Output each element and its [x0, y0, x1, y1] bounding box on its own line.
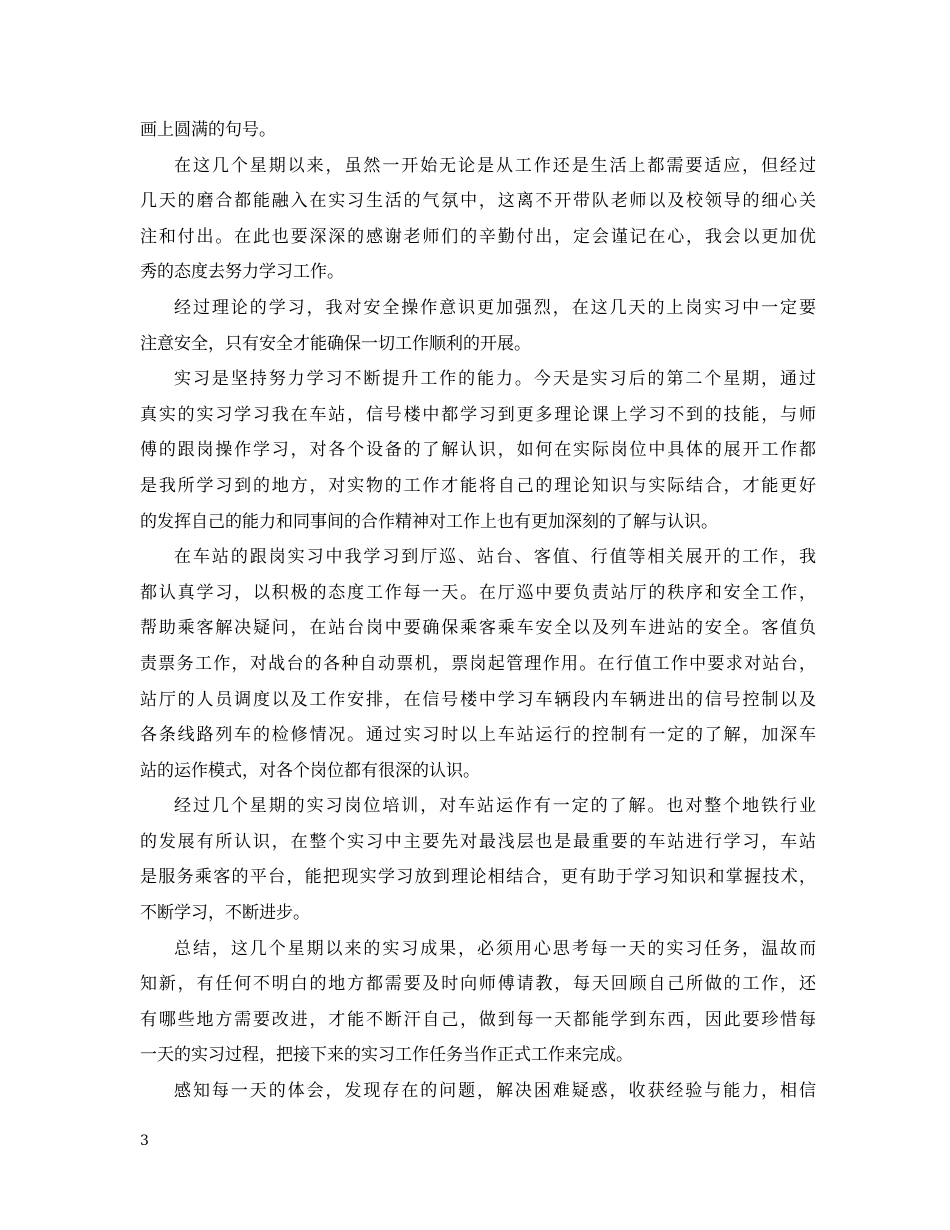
text-line: 秀的态度去努力学习工作。	[140, 262, 344, 283]
text-line: 傅的跟岗操作学习，对各个设备的了解认识，如何在实际岗位中具体的展开工作都	[140, 440, 816, 461]
text-line: 站的运作模式，对各个岗位都有很深的认识。	[140, 760, 480, 781]
text-line: 帮助乘客解决疑问，在站台岗中要确保乘客乘车安全以及列车进站的安全。客值负	[140, 618, 816, 639]
text-line: 真实的实习学习我在车站，信号楼中都学习到更多理论课上学习不到的技能，与师	[140, 404, 816, 425]
text-line: 不断学习，不断进步。	[140, 903, 310, 924]
text-line: 经过几个星期的实习岗位培训，对车站运作有一定的了解。也对整个地铁行业	[174, 796, 816, 817]
text-line: 有哪些地方需要改进，才能不断汗自己，做到每一天都能学到东西，因此要珍惜每	[140, 1009, 816, 1030]
text-line: 实习是坚持努力学习不断提升工作的能力。今天是实习后的第二个星期，通过	[174, 369, 816, 390]
text-line: 的发展有所认识，在整个实习中主要先对最浅层也是最重要的车站进行学习，车站	[140, 831, 816, 852]
text-line: 的发挥自己的能力和同事间的合作精神对工作上也有更加深刻的了解与认识。	[140, 511, 718, 532]
body-text	[140, 113, 816, 1110]
text-line: 注意安全，只有安全才能确保一切工作顺利的开展。	[140, 333, 531, 354]
text-line: 画上圆满的句号。	[140, 120, 276, 140]
text-line: 在车站的跟岗实习中我学习到厅巡、站台、客值、行值等相关展开的工作，我	[174, 547, 816, 568]
text-line: 总结，这几个星期以来的实习成果，必须用心思考每一天的实习任务，温故而	[174, 938, 816, 959]
text-line: 知新，有任何不明白的地方都需要及时向师傅请教，每天回顾自己所做的工作，还	[140, 974, 816, 995]
text-line: 注和付出。在此也要深深的感谢老师们的辛勤付出，定会谨记在心，我会以更加优	[140, 226, 816, 247]
text-line: 都认真学习，以积极的态度工作每一天。在厅巡中要负责站厅的秩序和安全工作，	[140, 582, 816, 603]
text-line: 责票务工作，对战台的各种自动票机，票岗起管理作用。在行值工作中要求对站台，	[140, 653, 816, 674]
text-line: 站厅的人员调度以及工作安排，在信号楼中学习车辆段内车辆进出的信号控制以及	[140, 689, 816, 710]
text-line: 经过理论的学习，我对安全操作意识更加强烈，在这几天的上岗实习中一定要	[174, 297, 816, 318]
page-number: 3	[140, 1133, 149, 1149]
text-line: 在这几个星期以来，虽然一开始无论是从工作还是生活上都需要适应，但经过	[174, 155, 816, 176]
text-line: 是我所学习到的地方，对实物的工作才能将自己的理论知识与实际结合，才能更好	[140, 475, 816, 496]
text-line: 感知每一天的体会，发现存在的问题，解决困难疑惑，收获经验与能力，相信	[174, 1081, 816, 1102]
text-line: 一天的实习过程，把接下来的实习工作任务当作正式工作来完成。	[140, 1045, 633, 1066]
text-line: 各条线路列车的检修情况。通过实习时以上车站运行的控制有一定的了解，加深车	[140, 725, 816, 746]
text-line: 是服务乘客的平台，能把现实学习放到理论相结合，更有助于学习知识和掌握技术，	[140, 867, 816, 888]
text-line: 几天的磨合都能融入在实习生活的气氛中，这离不开带队老师以及校领导的细心关	[140, 191, 816, 212]
